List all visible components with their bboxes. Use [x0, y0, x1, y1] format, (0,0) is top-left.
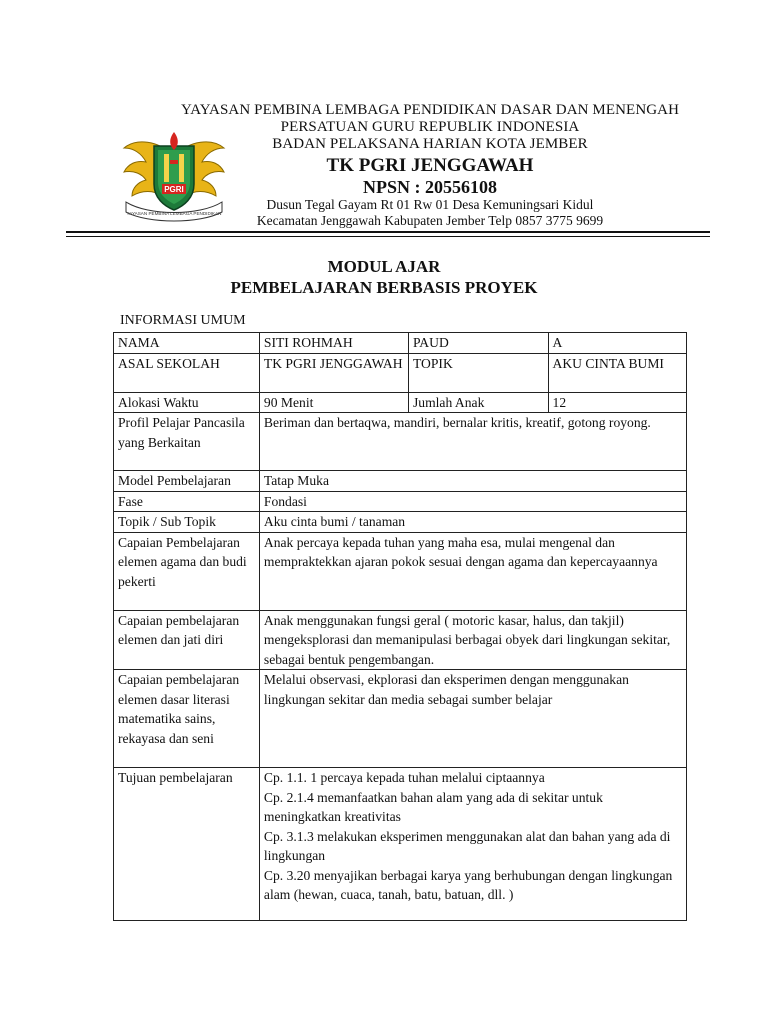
- letterhead-address-line1: Dusun Tegal Gayam Rt 01 Rw 01 Desa Kemuningsari Kidul: [266, 197, 594, 212]
- letterhead-board: BADAN PELAKSANA HARIAN KOTA JEMBER: [272, 136, 588, 152]
- row-value-topik: AKU CINTA BUMI: [548, 353, 686, 392]
- tujuan-item: Cp. 1.1. 1 percaya kepada tuhan melalui ciptaannya: [263, 770, 545, 785]
- tujuan-item: Cp. 2.1.4 memanfaatkan bahan alam yang ada di sekitar untuk meningkatkan kreativitas: [263, 789, 603, 824]
- row-label-fase: Fase: [114, 491, 260, 512]
- row-value-fase: Fondasi: [259, 491, 686, 512]
- row-label-capaian-literasi: Capaian pembelajaran elemen dasar literasi matematika sains, rekayasa dan seni: [114, 670, 260, 768]
- row-label-jumlah-anak: Jumlah Anak: [409, 392, 549, 413]
- letterhead-school-name: TK PGRI JENGGAWAH: [326, 155, 534, 176]
- tujuan-item: Cp. 3.1.3 melakukan eksperimen menggunakan alat dan bahan yang ada di lingkungan: [263, 828, 671, 863]
- svg-text:PGRI: PGRI: [164, 185, 184, 194]
- row-value-profil-pelajar: Beriman dan bertaqwa, mandiri, bernalar kritis, kreatif, gotong royong.: [259, 413, 686, 471]
- table-row: [114, 532, 687, 610]
- document-title: [0, 256, 768, 298]
- table-row: [114, 670, 687, 768]
- row-value-jumlah-anak: 12: [548, 392, 686, 413]
- row-value-capaian-jati-diri: Anak menggunakan fungsi geral ( motoric kasar, halus, dan takjil) mengeksplorasi dan memanipulasi berbagai obyek dari lingkungan sekitar, sebagai bentuk pengembangan.: [259, 610, 686, 670]
- row-label-paud: PAUD: [409, 333, 549, 354]
- row-label-capaian-agama: Capaian Pembelajaran elemen agama dan budi pekerti: [114, 532, 260, 610]
- row-label-topik-sub-topik: Topik / Sub Topik: [114, 512, 260, 533]
- row-label-asal-sekolah: ASAL SEKOLAH: [114, 353, 260, 392]
- table-row: [114, 768, 687, 921]
- row-label-profil-pelajar: Profil Pelajar Pancasila yang Berkaitan: [114, 413, 260, 471]
- row-value-asal-sekolah: TK PGRI JENGGAWAH: [259, 353, 408, 392]
- row-value-model-pembelajaran: Tatap Muka: [259, 471, 686, 492]
- table-row: [114, 491, 687, 512]
- table-row: [114, 353, 687, 392]
- letterhead-organization: PERSATUAN GURU REPUBLIK INDONESIA: [280, 119, 580, 135]
- row-label-alokasi-waktu: Alokasi Waktu: [114, 392, 260, 413]
- table-row: [114, 392, 687, 413]
- letterhead-foundation: YAYASAN PEMBINA LEMBAGA PENDIDIKAN DASAR DAN MENENGAH: [180, 102, 680, 118]
- table-row: [114, 610, 687, 670]
- row-label-nama: NAMA: [114, 333, 260, 354]
- row-value-nama: SITI ROHMAH: [259, 333, 408, 354]
- title-line2: PEMBELAJARAN BERBASIS PROYEK: [230, 278, 538, 297]
- letterhead: [170, 102, 690, 229]
- letterhead-divider-thick: [66, 231, 710, 233]
- tujuan-item: Cp. 3.20 menyajikan berbagai karya yang berhubungan dengan lingkungan alam (hewan, cuaca, tanah, batu, batuan, dll. ): [263, 867, 673, 902]
- row-label-capaian-jati-diri: Capaian pembelajaran elemen dan jati diri: [114, 610, 260, 670]
- row-value-alokasi-waktu: 90 Menit: [259, 392, 408, 413]
- row-label-topik: TOPIK: [409, 353, 549, 392]
- table-row: [114, 471, 687, 492]
- table-row: [114, 413, 687, 471]
- table-row: [114, 512, 687, 533]
- row-value-tujuan-pembelajaran: [259, 768, 686, 921]
- svg-text:YAYASAN PEMBINA LEMBAGA PENDID: YAYASAN PEMBINA LEMBAGA PENDIDIKAN: [126, 211, 222, 216]
- row-value-capaian-agama: Anak percaya kepada tuhan yang maha esa, mulai mengenal dan mempraktekkan ajaran pokok sesuai dengan agama dan kepercayaannya: [259, 532, 686, 610]
- row-value-capaian-literasi: Melalui observasi, ekplorasi dan eksperimen dengan menggunakan lingkungan sekitar dan media sebagai sumber belajar: [259, 670, 686, 768]
- title-line1: MODUL AJAR: [327, 257, 441, 276]
- row-label-tujuan-pembelajaran: Tujuan pembelajaran: [114, 768, 260, 921]
- row-value-topik-sub-topik: Aku cinta bumi / tanaman: [259, 512, 686, 533]
- letterhead-address-line2: Kecamatan Jenggawah Kabupaten Jember Telp 0857 3775 9699: [256, 213, 604, 228]
- row-label-model-pembelajaran: Model Pembelajaran: [114, 471, 260, 492]
- row-value-paud: A: [548, 333, 686, 354]
- table-row: [114, 333, 687, 354]
- letterhead-npsn: NPSN : 20556108: [363, 177, 497, 197]
- general-info-table: [113, 332, 687, 921]
- letterhead-divider-thin: [66, 236, 710, 237]
- section-label: INFORMASI UMUM: [120, 313, 246, 328]
